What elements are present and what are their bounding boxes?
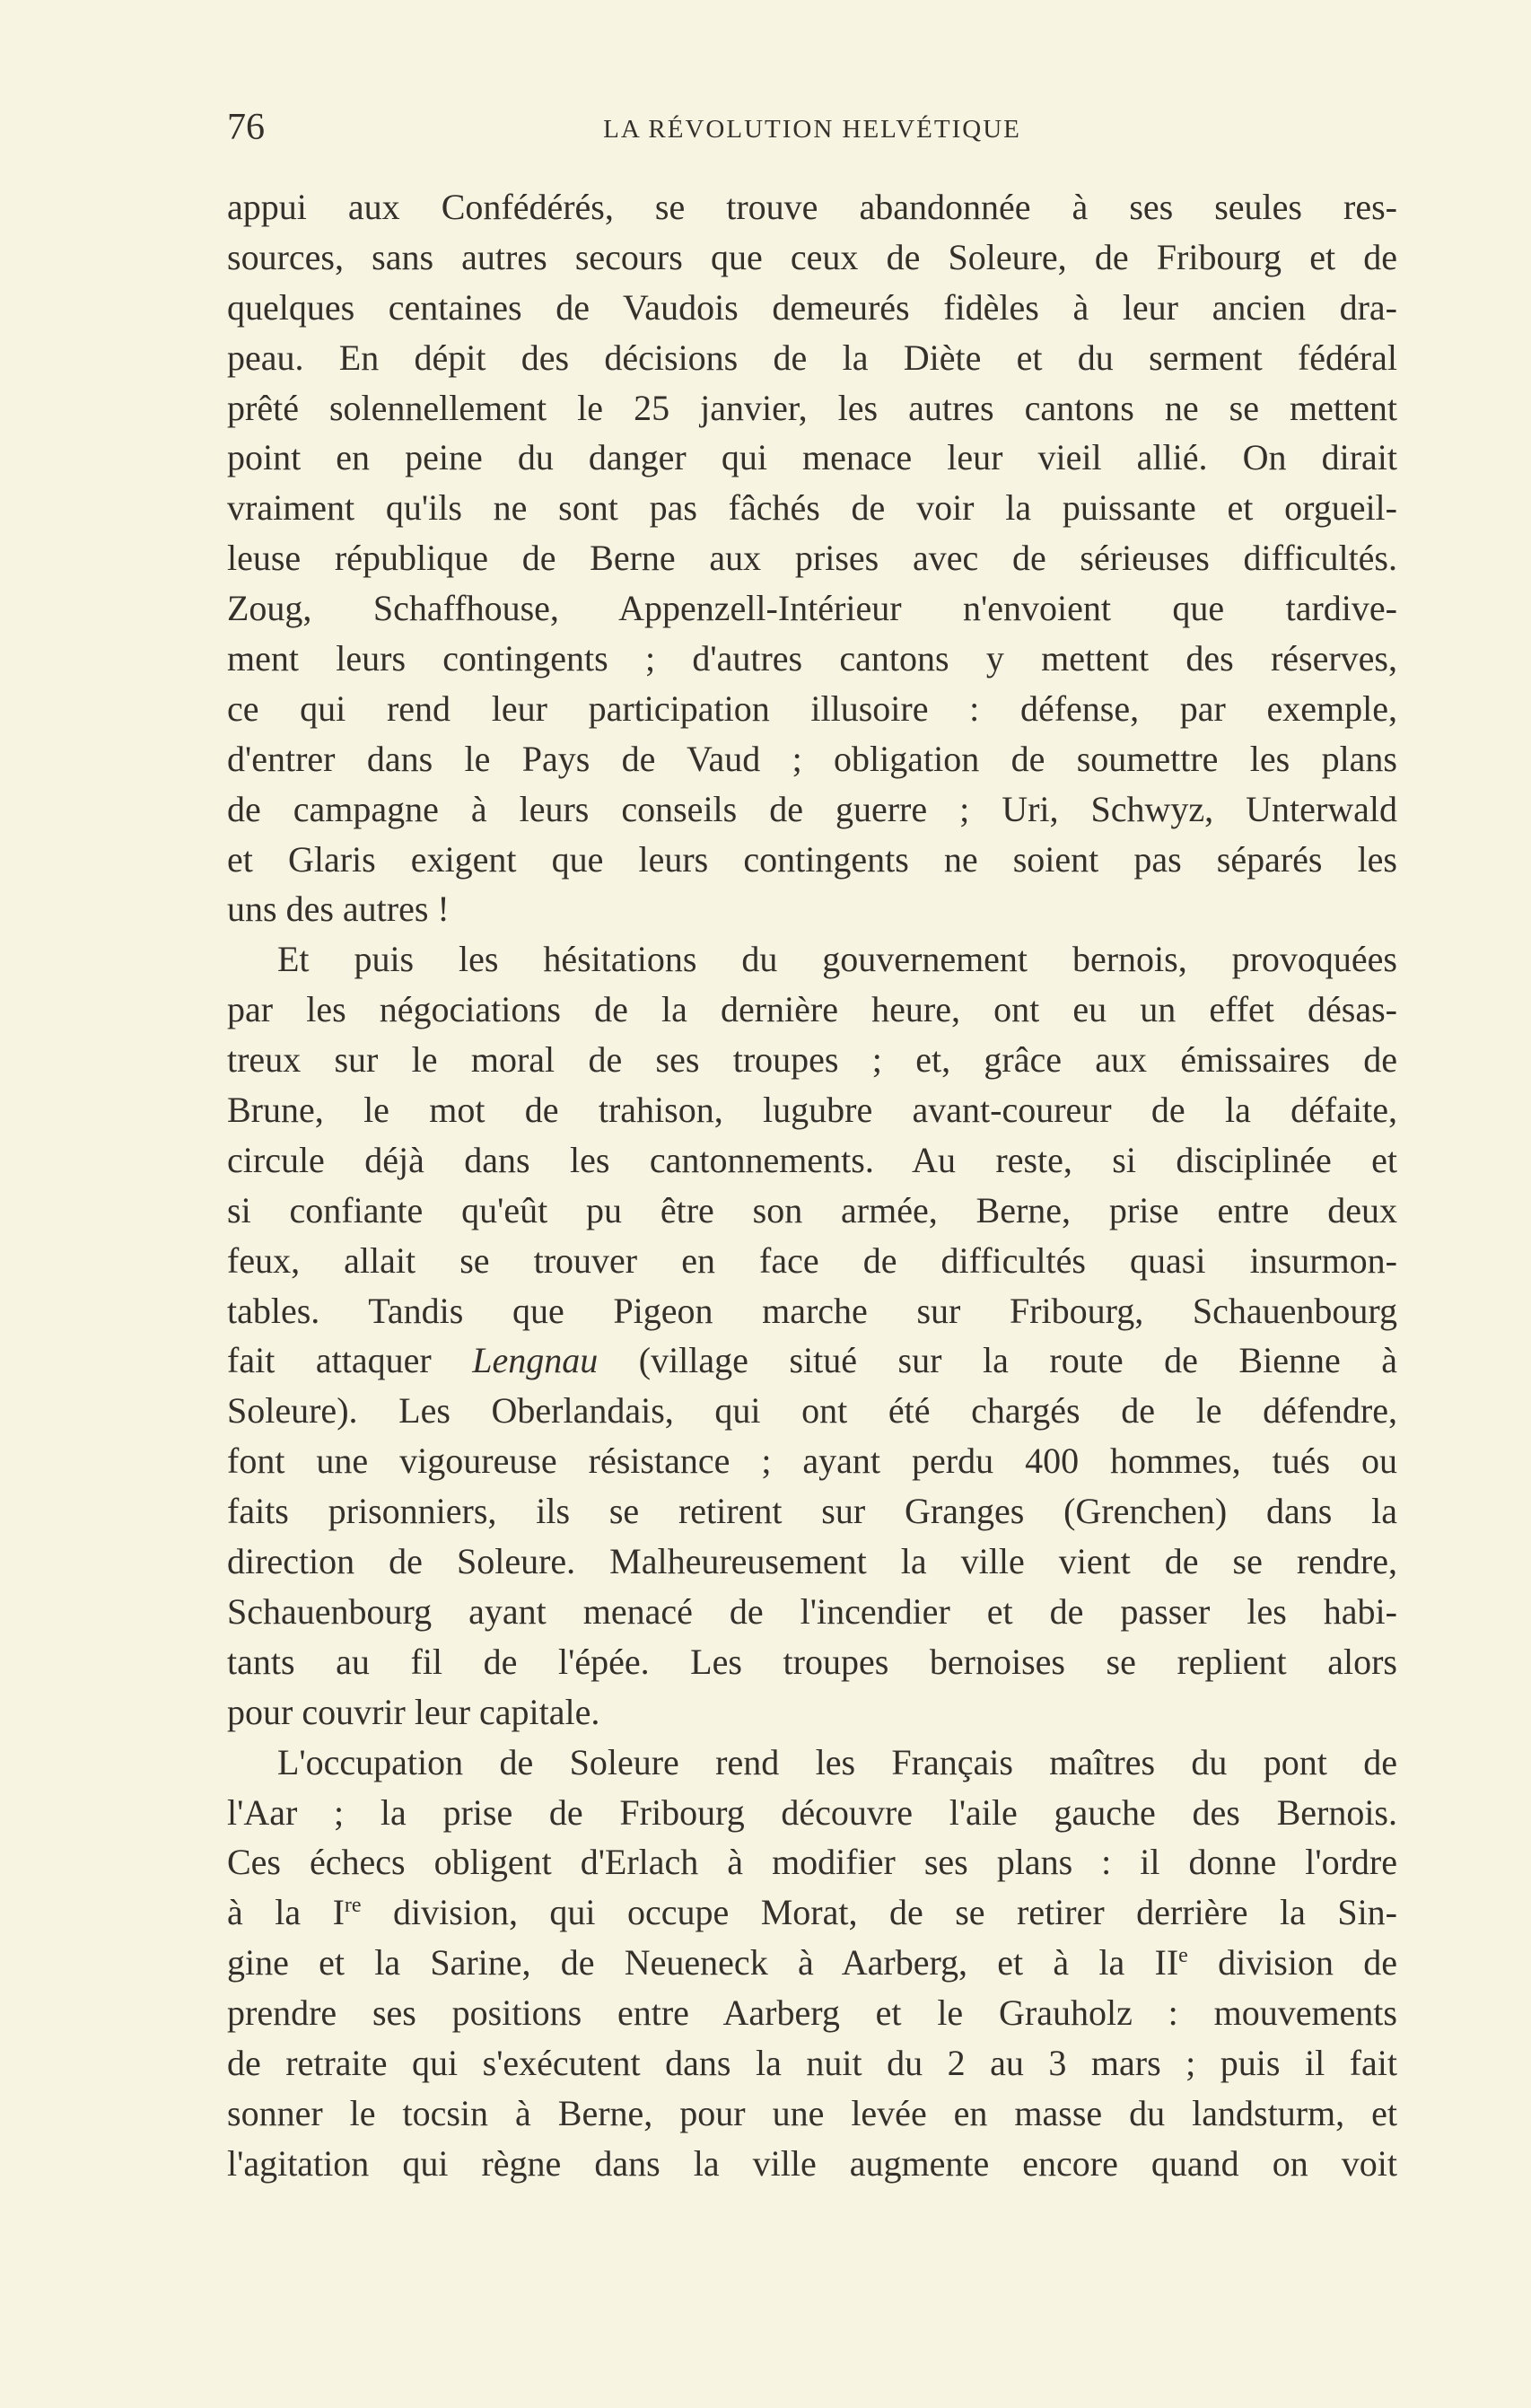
text-line xyxy=(227,1938,1397,1988)
text-line xyxy=(227,1486,1397,1537)
text-line xyxy=(227,2088,1397,2139)
text-line xyxy=(227,1687,1397,1738)
text-line xyxy=(227,483,1397,533)
text-line xyxy=(227,383,1397,433)
text-segment: par les négociations de la dernière heure, ont eu un effet désas- xyxy=(227,989,1397,1030)
text-line xyxy=(227,784,1397,835)
text-segment: treux sur le moral de ses troupes ; et, grâce aux émissaires de xyxy=(227,1039,1397,1081)
text-segment: prêté solennellement le 25 janvier, les autres cantons ne se mettent xyxy=(227,387,1397,428)
text-line xyxy=(227,1738,1397,1788)
text-line xyxy=(227,1085,1397,1135)
body-text xyxy=(227,182,1397,2189)
text-segment: point en peine du danger qui menace leur vieil allié. On dirait xyxy=(227,437,1397,478)
text-line xyxy=(227,1186,1397,1236)
text-line xyxy=(227,583,1397,634)
text-segment: tants au fil de l'épée. Les troupes bernoises se replient alors xyxy=(227,1641,1397,1682)
text-segment: prendre ses positions entre Aarberg et le Grauholz : mouvements xyxy=(227,1992,1397,2034)
text-segment: de campagne à leurs conseils de guerre ; Uri, Schwyz, Unterwald xyxy=(227,788,1397,829)
running-title: LA RÉVOLUTION HELVÉTIQUE xyxy=(603,115,1021,144)
text-line xyxy=(227,1236,1397,1286)
text-segment: Zoug, Schaffhouse, Appenzell-Intérieur n'envoient que tardive- xyxy=(227,588,1397,629)
text-segment: d'entrer dans le Pays de Vaud ; obligation de soumettre les plans xyxy=(227,738,1397,779)
text-segment: feux, allait se trouver en face de difficultés quasi insurmon- xyxy=(227,1239,1397,1281)
text-line xyxy=(227,634,1397,684)
text-line xyxy=(227,934,1397,985)
text-line xyxy=(227,1537,1397,1587)
text-line xyxy=(227,684,1397,734)
text-segment: sources, sans autres secours que ceux de Soleure, de Fribourg et de xyxy=(227,236,1397,277)
text-segment: peau. En dépit des décisions de la Diète et du serment fédéral xyxy=(227,337,1397,378)
superscript-text: re xyxy=(344,1894,362,1918)
text-segment: font une vigoureuse résistance ; ayant perdu 400 hommes, tués ou xyxy=(227,1440,1397,1482)
text-segment: L'occupation de Soleure rend les Français maîtres du pont de xyxy=(277,1741,1397,1782)
text-segment: Brune, le mot de trahison, lugubre avant-coureur de la défaite, xyxy=(227,1090,1397,1131)
text-line xyxy=(227,232,1397,283)
text-line xyxy=(227,1587,1397,1637)
text-segment: (village situé sur la route de Bienne à xyxy=(598,1340,1398,1381)
text-segment: appui aux Confédérés, se trouve abandonnée à ses seules res- xyxy=(227,187,1397,227)
text-segment: ce qui rend leur participation illusoire : défense, par exemple, xyxy=(227,687,1397,729)
text-segment: de retraite qui s'exécutent dans la nuit du 2 au 3 mars ; puis il fait xyxy=(227,2042,1397,2083)
italic-text: Lengnau xyxy=(472,1340,599,1381)
text-line xyxy=(227,182,1397,232)
text-line xyxy=(227,1988,1397,2038)
text-line xyxy=(227,985,1397,1035)
text-line xyxy=(227,1436,1397,1486)
text-segment: ment leurs contingents ; d'autres cantons y mettent des réserves, xyxy=(227,638,1397,679)
text-segment: division de xyxy=(1187,1942,1397,1983)
text-segment: l'agitation qui règne dans la ville augmente encore quand on voit xyxy=(227,2142,1397,2184)
text-segment: faits prisonniers, ils se retirent sur Granges (Grenchen) dans la xyxy=(227,1491,1397,1532)
text-line xyxy=(227,1286,1397,1336)
text-segment: Schauenbourg ayant menacé de l'incendier et de passer les habi- xyxy=(227,1590,1397,1632)
text-segment: sonner le tocsin à Berne, pour une levée en masse du landsturm, et xyxy=(227,2092,1397,2133)
text-line xyxy=(227,1637,1397,1687)
text-segment: et Glaris exigent que leurs contingents ne soient pas séparés les xyxy=(227,838,1397,880)
text-segment: vraiment qu'ils ne sont pas fâchés de voir la puissante et orgueil- xyxy=(227,487,1397,529)
text-segment: leuse république de Berne aux prises avec de sérieuses difficultés. xyxy=(227,538,1397,579)
text-segment: quelques centaines de Vaudois demeurés fidèles à leur ancien dra- xyxy=(227,286,1397,328)
text-line xyxy=(227,1135,1397,1186)
text-segment: uns des autres ! xyxy=(227,889,450,930)
text-segment: direction de Soleure. Malheureusement la ville vient de se rendre, xyxy=(227,1541,1397,1582)
text-line xyxy=(227,1887,1397,1938)
superscript-text: e xyxy=(1178,1944,1188,1968)
text-segment: l'Aar ; la prise de Fribourg découvre l'aile gauche des Bernois. xyxy=(227,1791,1397,1833)
text-line xyxy=(227,1788,1397,1838)
text-segment: Et puis les hésitations du gouvernement bernois, provoquées xyxy=(277,939,1397,980)
text-segment: fait attaquer xyxy=(227,1340,473,1381)
text-segment: pour couvrir leur capitale. xyxy=(227,1691,600,1732)
text-segment: à la I xyxy=(227,1892,345,1933)
text-line xyxy=(227,1035,1397,1085)
text-segment: Soleure). Les Oberlandais, qui ont été chargés de le défendre, xyxy=(227,1390,1397,1432)
text-segment: division, qui occupe Morat, de se retirer derrière la Sin- xyxy=(361,1892,1398,1933)
text-line xyxy=(227,333,1397,383)
text-line xyxy=(227,283,1397,333)
text-line xyxy=(227,2139,1397,2189)
text-line xyxy=(227,1837,1397,1887)
page-number: 76 xyxy=(227,107,265,148)
text-segment: si confiante qu'eût pu être son armée, Berne, prise entre deux xyxy=(227,1189,1397,1230)
text-segment: tables. Tandis que Pigeon marche sur Fribourg, Schauenbourg xyxy=(227,1290,1397,1331)
text-line xyxy=(227,1386,1397,1436)
text-segment: gine et la Sarine, de Neueneck à Aarberg, et à la II xyxy=(227,1942,1179,1983)
text-segment: circule déjà dans les cantonnements. Au reste, si disciplinée et xyxy=(227,1139,1397,1180)
text-line xyxy=(227,2038,1397,2088)
text-segment: Ces échecs obligent d'Erlach à modifier ses plans : il donne l'ordre xyxy=(227,1842,1397,1883)
text-line xyxy=(227,1335,1397,1386)
text-line xyxy=(227,884,1397,934)
text-line xyxy=(227,433,1397,483)
text-line xyxy=(227,533,1397,583)
running-header xyxy=(227,106,1397,156)
text-line xyxy=(227,835,1397,885)
text-line xyxy=(227,734,1397,784)
